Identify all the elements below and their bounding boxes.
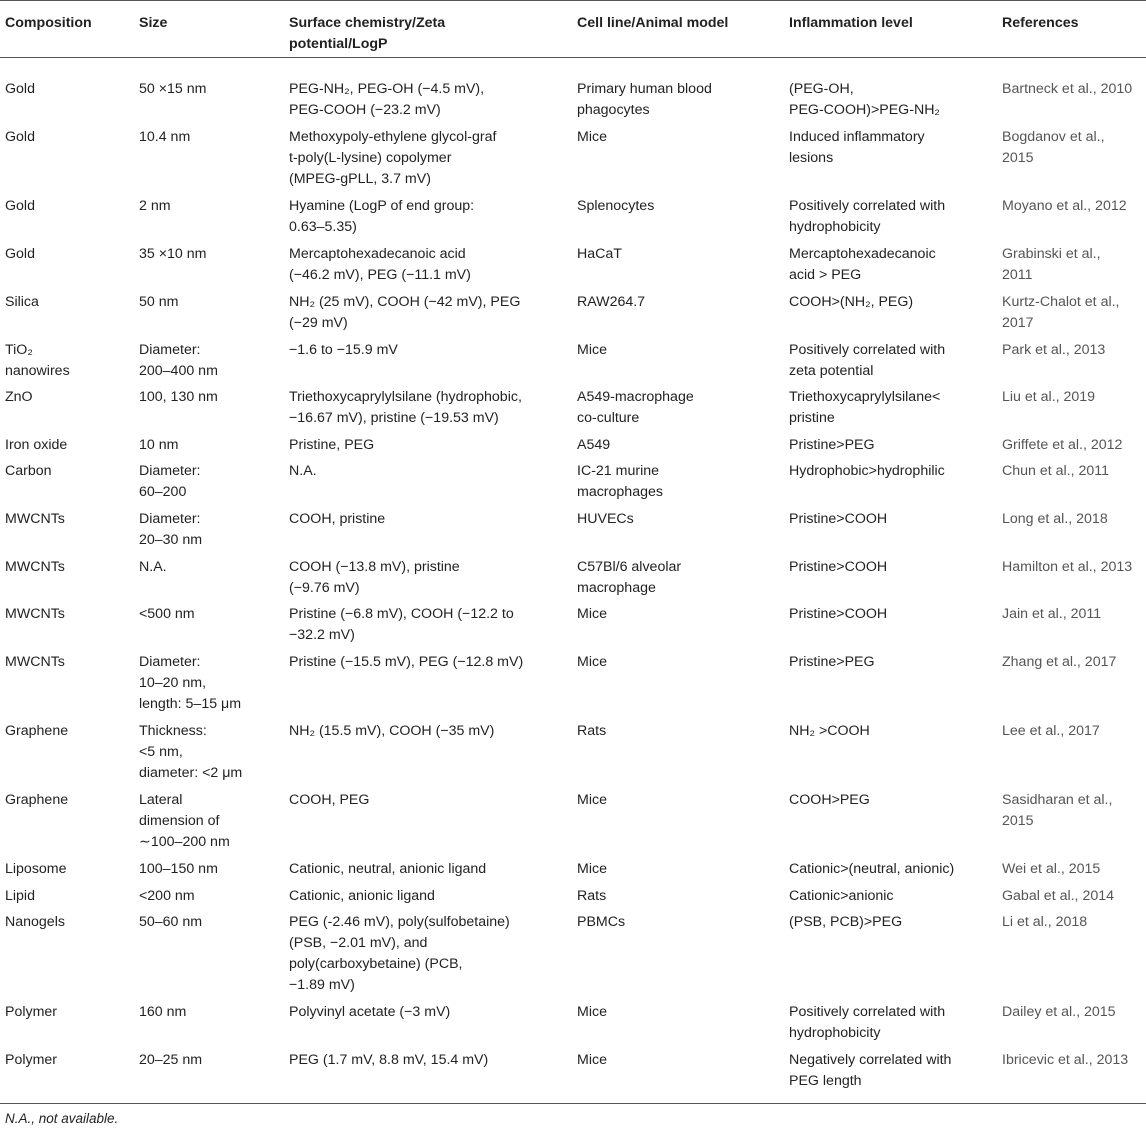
cell-size: <200 nm — [139, 888, 195, 904]
header-references: References — [1002, 15, 1079, 31]
cell-composition: ZnO — [5, 389, 33, 405]
cell-cell-line: C57Bl/6 alveolar macrophage — [577, 559, 682, 596]
cell-surface-chemistry: COOH (−13.8 mV), pristine (−9.76 mV) — [289, 559, 460, 596]
cell-surface-chemistry: Triethoxycaprylylsilane (hydrophobic, −16.67 mV), pristine (−19.53 mV) — [289, 389, 522, 426]
table-footnote: N.A., not available. — [5, 1111, 119, 1126]
cell-surface-chemistry: NH₂ (15.5 mV), COOH (−35 mV) — [289, 723, 495, 739]
header-cell-line: Cell line/Animal model — [577, 15, 729, 31]
cell-cell-line: A549 — [577, 437, 611, 453]
cell-inflammation: Pristine>COOH — [789, 559, 888, 575]
cell-surface-chemistry: PEG (1.7 mV, 8.8 mV, 15.4 mV) — [289, 1052, 489, 1068]
cell-inflammation: (PSB, PCB)>PEG — [789, 914, 903, 930]
cell-reference: Sasidharan et al., 2015 — [1002, 792, 1113, 829]
cell-size: 2 nm — [139, 198, 171, 214]
cell-size: <500 nm — [139, 606, 195, 622]
cell-cell-line: HaCaT — [577, 246, 622, 262]
cell-size: 35 ×10 nm — [139, 246, 207, 262]
cell-reference: Park et al., 2013 — [1002, 342, 1106, 358]
cell-composition: MWCNTs — [5, 606, 65, 622]
cell-surface-chemistry: NH₂ (25 mV), COOH (−42 mV), PEG (−29 mV) — [289, 294, 521, 331]
cell-size: Diameter: 20–30 nm — [139, 511, 203, 548]
cell-composition: MWCNTs — [5, 654, 65, 670]
cell-cell-line: Mice — [577, 1052, 607, 1068]
cell-inflammation: Pristine>PEG — [789, 654, 875, 670]
cell-reference: Ibricevic et al., 2013 — [1002, 1052, 1129, 1068]
cell-size: 10 nm — [139, 437, 179, 453]
cell-surface-chemistry: COOH, PEG — [289, 792, 370, 808]
cell-inflammation: Positively correlated with hydrophobicity — [789, 1004, 946, 1041]
cell-cell-line: Mice — [577, 654, 607, 670]
cell-surface-chemistry: Pristine (−6.8 mV), COOH (−12.2 to −32.2 mV) — [289, 606, 514, 643]
cell-reference: Li et al., 2018 — [1002, 914, 1088, 930]
cell-reference: Bartneck et al., 2010 — [1002, 81, 1133, 97]
cell-cell-line: Mice — [577, 606, 607, 622]
cell-size: 50 nm — [139, 294, 179, 310]
cell-inflammation: Pristine>COOH — [789, 511, 888, 527]
cell-cell-line: Mice — [577, 342, 607, 358]
cell-cell-line: Rats — [577, 723, 607, 739]
cell-inflammation: (PEG-OH, PEG-COOH)>PEG-NH₂ — [789, 81, 940, 118]
cell-reference: Zhang et al., 2017 — [1002, 654, 1117, 670]
cell-composition: TiO₂ nanowires — [5, 342, 70, 379]
cell-reference: Lee et al., 2017 — [1002, 723, 1100, 739]
cell-reference: Jain et al., 2011 — [1002, 606, 1102, 622]
cell-composition: Graphene — [5, 792, 69, 808]
cell-cell-line: Mice — [577, 129, 607, 145]
cell-surface-chemistry: PEG (-2.46 mV), poly(sulfobetaine) (PSB, −2.01 mV), and poly(carboxybetaine) (PCB, −1.89 mV) — [289, 914, 510, 993]
cell-inflammation: Negatively correlated with PEG length — [789, 1052, 952, 1089]
cell-composition: Graphene — [5, 723, 69, 739]
cell-composition: Gold — [5, 129, 35, 145]
cell-inflammation: Pristine>COOH — [789, 606, 888, 622]
cell-cell-line: RAW264.7 — [577, 294, 646, 310]
cell-reference: Wei et al., 2015 — [1002, 861, 1101, 877]
cell-size: Thickness: <5 nm, diameter: <2 μm — [139, 723, 243, 781]
cell-reference: Moyano et al., 2012 — [1002, 198, 1127, 214]
cell-cell-line: Splenocytes — [577, 198, 655, 214]
cell-size: 100–150 nm — [139, 861, 218, 877]
cell-cell-line: Rats — [577, 888, 607, 904]
cell-composition: Lipid — [5, 888, 35, 904]
cell-inflammation: Cationic>anionic — [789, 888, 894, 904]
cell-composition: Gold — [5, 198, 35, 214]
cell-cell-line: Mice — [577, 792, 607, 808]
cell-reference: Gabal et al., 2014 — [1002, 888, 1115, 904]
cell-inflammation: Pristine>PEG — [789, 437, 875, 453]
cell-cell-line: Mice — [577, 861, 607, 877]
cell-composition: Gold — [5, 81, 35, 97]
cell-surface-chemistry: Hyamine (LogP of end group: 0.63–5.35) — [289, 198, 475, 235]
cell-reference: Griffete et al., 2012 — [1002, 437, 1123, 453]
cell-size: N.A. — [139, 559, 167, 575]
cell-size: 100, 130 nm — [139, 389, 218, 405]
cell-surface-chemistry: Cationic, neutral, anionic ligand — [289, 861, 487, 877]
cell-size: 50–60 nm — [139, 914, 203, 930]
cell-reference: Grabinski et al., 2011 — [1002, 246, 1101, 283]
cell-cell-line: PBMCs — [577, 914, 626, 930]
table-header — [0, 0, 1146, 58]
cell-surface-chemistry: −1.6 to −15.9 mV — [289, 342, 398, 358]
cell-inflammation: Positively correlated with hydrophobicity — [789, 198, 946, 235]
table-bottom-rule — [0, 1103, 1146, 1104]
cell-composition: Carbon — [5, 463, 52, 479]
cell-surface-chemistry: Polyvinyl acetate (−3 mV) — [289, 1004, 451, 1020]
cell-cell-line: HUVECs — [577, 511, 634, 527]
cell-inflammation: NH₂ >COOH — [789, 723, 870, 739]
cell-inflammation: COOH>PEG — [789, 792, 870, 808]
cell-inflammation: Mercaptohexadecanoic acid > PEG — [789, 246, 936, 283]
cell-size: 160 nm — [139, 1004, 187, 1020]
cell-reference: Dailey et al., 2015 — [1002, 1004, 1116, 1020]
cell-surface-chemistry: COOH, pristine — [289, 511, 386, 527]
cell-composition: MWCNTs — [5, 559, 65, 575]
cell-cell-line: IC-21 murine macrophages — [577, 463, 663, 500]
cell-size: Lateral dimension of ∼100–200 nm — [139, 792, 230, 850]
cell-size: Diameter: 200–400 nm — [139, 342, 218, 379]
cell-size: Diameter: 10–20 nm, length: 5–15 μm — [139, 654, 242, 712]
cell-reference: Liu et al., 2019 — [1002, 389, 1096, 405]
cell-surface-chemistry: N.A. — [289, 463, 317, 479]
cell-size: 20–25 nm — [139, 1052, 203, 1068]
cell-inflammation: COOH>(NH₂, PEG) — [789, 294, 914, 310]
cell-surface-chemistry: Pristine (−15.5 mV), PEG (−12.8 mV) — [289, 654, 524, 670]
cell-cell-line: Primary human blood phagocytes — [577, 81, 712, 118]
cell-surface-chemistry: PEG-NH₂, PEG-OH (−4.5 mV), PEG-COOH (−23.2 mV) — [289, 81, 485, 118]
cell-surface-chemistry: Methoxypoly-ethylene glycol-graf t-poly(L-lysine) copolymer (MPEG-gPLL, 3.7 mV) — [289, 129, 497, 187]
cell-size: 10.4 nm — [139, 129, 191, 145]
cell-inflammation: Cationic>(neutral, anionic) — [789, 861, 955, 877]
cell-composition: Polymer — [5, 1004, 58, 1020]
cell-reference: Bogdanov et al., 2015 — [1002, 129, 1105, 166]
cell-composition: MWCNTs — [5, 511, 65, 527]
cell-inflammation: Induced inflammatory lesions — [789, 129, 925, 166]
header-composition: Composition — [5, 15, 92, 31]
cell-size: 50 ×15 nm — [139, 81, 207, 97]
header-surface-chemistry: Surface chemistry/Zeta potential/LogP — [289, 15, 446, 52]
cell-reference: Kurtz-Chalot et al., 2017 — [1002, 294, 1120, 331]
cell-reference: Long et al., 2018 — [1002, 511, 1108, 527]
header-size: Size — [139, 15, 168, 31]
cell-composition: Polymer — [5, 1052, 58, 1068]
cell-inflammation: Hydrophobic>hydrophilic — [789, 463, 945, 479]
cell-cell-line: A549-macrophage co-culture — [577, 389, 694, 426]
cell-composition: Liposome — [5, 861, 67, 877]
cell-composition: Silica — [5, 294, 39, 310]
cell-composition: Nanogels — [5, 914, 65, 930]
cell-reference: Chun et al., 2011 — [1002, 463, 1110, 479]
cell-reference: Hamilton et al., 2013 — [1002, 559, 1133, 575]
cell-composition: Iron oxide — [5, 437, 68, 453]
cell-surface-chemistry: Mercaptohexadecanoic acid (−46.2 mV), PEG (−11.1 mV) — [289, 246, 471, 283]
header-inflammation: Inflammation level — [789, 15, 913, 31]
cell-cell-line: Mice — [577, 1004, 607, 1020]
cell-inflammation: Positively correlated with zeta potential — [789, 342, 946, 379]
cell-surface-chemistry: Pristine, PEG — [289, 437, 375, 453]
cell-inflammation: Triethoxycaprylylsilane< pristine — [789, 389, 941, 426]
cell-surface-chemistry: Cationic, anionic ligand — [289, 888, 435, 904]
cell-size: Diameter: 60–200 — [139, 463, 201, 500]
cell-composition: Gold — [5, 246, 35, 262]
